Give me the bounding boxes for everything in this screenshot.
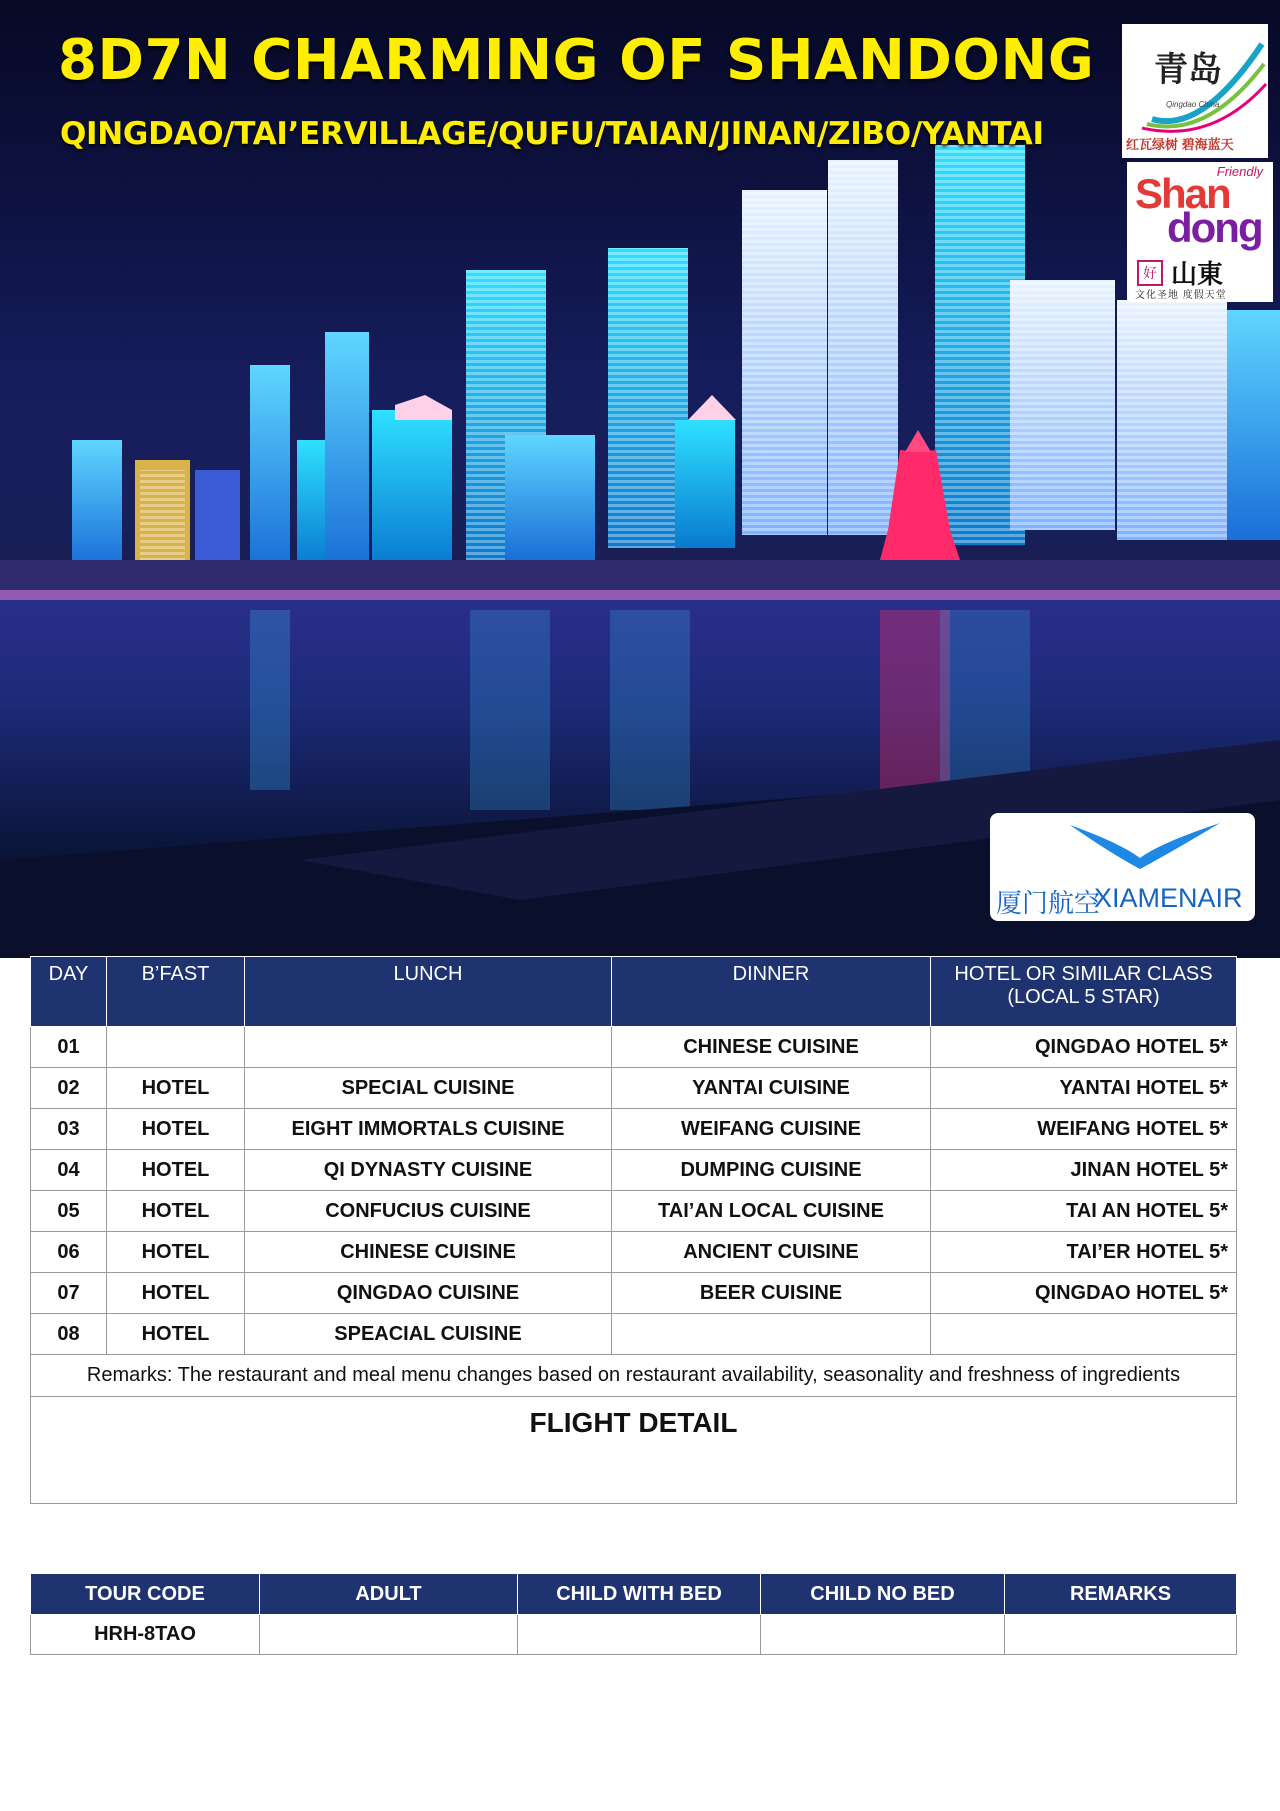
day-cell: 08 — [31, 1314, 107, 1355]
tour-route: QINGDAO/TAI’ERVILLAGE/QUFU/TAIAN/JINAN/ZIBO/YANTAI — [60, 116, 1044, 152]
dinner-cell: TAI’AN LOCAL CUISINE — [612, 1191, 931, 1232]
day-cell: 03 — [31, 1109, 107, 1150]
qingdao-logo-slogan: 红瓦绿树 碧海蓝天 — [1126, 137, 1234, 152]
header-hotel-line1: HOTEL OR SIMILAR CLASS — [954, 963, 1213, 985]
child-with-bed-cell — [518, 1615, 761, 1655]
hotel-cell: QINGDAO HOTEL 5* — [931, 1027, 1237, 1068]
day-cell: 06 — [31, 1232, 107, 1273]
lunch-cell: QINGDAO CUISINE — [245, 1273, 612, 1314]
itinerary-table — [30, 956, 1237, 1504]
xiamenair-logo-chinese: 厦门航空 — [996, 888, 1101, 918]
day-cell: 07 — [31, 1273, 107, 1314]
dinner-cell: YANTAI CUISINE — [612, 1068, 931, 1109]
remarks-text: Remarks: The restaurant and meal menu changes based on restaurant availability, seasonality and freshness of ingredients — [31, 1355, 1237, 1397]
breakfast-cell: HOTEL — [107, 1314, 245, 1355]
lunch-cell: SPEACIAL CUISINE — [245, 1314, 612, 1355]
pricing-header-row — [31, 1574, 1237, 1615]
breakfast-cell: HOTEL — [107, 1273, 245, 1314]
header-breakfast: B’FAST — [107, 957, 245, 1027]
lunch-cell: CHINESE CUISINE — [245, 1232, 612, 1273]
header-day: DAY — [31, 957, 107, 1027]
hotel-cell: TAI’ER HOTEL 5* — [931, 1232, 1237, 1273]
table-row — [31, 1027, 1237, 1068]
table-row — [31, 1109, 1237, 1150]
header-child-no-bed: CHILD NO BED — [761, 1574, 1005, 1615]
header-child-with-bed: CHILD WITH BED — [518, 1574, 761, 1615]
breakfast-cell: HOTEL — [107, 1109, 245, 1150]
itinerary-header-row — [31, 957, 1237, 1027]
hotel-cell — [931, 1314, 1237, 1355]
xiamenair-logo-english: XIAMENAIR — [1094, 883, 1243, 913]
header-dinner: DINNER — [612, 957, 931, 1027]
table-row — [31, 1232, 1237, 1273]
breakfast-cell — [107, 1027, 245, 1068]
header-adult: ADULT — [260, 1574, 518, 1615]
day-cell: 04 — [31, 1150, 107, 1191]
hotel-cell: QINGDAO HOTEL 5* — [931, 1273, 1237, 1314]
lunch-cell: QI DYNASTY CUISINE — [245, 1150, 612, 1191]
lunch-cell — [245, 1027, 612, 1068]
qingdao-logo-sub: Qingdao China — [1166, 100, 1220, 109]
table-row — [31, 1615, 1237, 1655]
tour-title: 8D7N CHARMING OF SHANDONG — [58, 28, 1095, 93]
table-row — [31, 1273, 1237, 1314]
adult-price-cell — [260, 1615, 518, 1655]
lunch-cell: SPECIAL CUISINE — [245, 1068, 612, 1109]
table-row — [31, 1314, 1237, 1355]
lunch-cell: EIGHT IMMORTALS CUISINE — [245, 1109, 612, 1150]
shandong-seal-icon: 好 — [1137, 260, 1163, 286]
breakfast-cell: HOTEL — [107, 1150, 245, 1191]
qingdao-logo-name: 青岛 — [1154, 50, 1222, 90]
child-no-bed-cell — [761, 1615, 1005, 1655]
shandong-logo — [1127, 162, 1273, 302]
shandong-logo-dong: dong — [1167, 204, 1262, 251]
shandong-logo-slogan: 文化圣地 度假天堂 — [1135, 290, 1227, 301]
day-cell: 01 — [31, 1027, 107, 1068]
remarks-cell — [1005, 1615, 1237, 1655]
remarks-row — [31, 1355, 1237, 1397]
header-lunch: LUNCH — [245, 957, 612, 1027]
table-row — [31, 1191, 1237, 1232]
dinner-cell: BEER CUISINE — [612, 1273, 931, 1314]
hotel-cell: JINAN HOTEL 5* — [931, 1150, 1237, 1191]
dinner-cell: WEIFANG CUISINE — [612, 1109, 931, 1150]
xiamenair-logo — [990, 813, 1255, 921]
day-cell: 05 — [31, 1191, 107, 1232]
breakfast-cell: HOTEL — [107, 1068, 245, 1109]
shandong-logo-friendly: Friendly — [1216, 164, 1263, 179]
header-hotel-line2: (LOCAL 5 STAR) — [1007, 986, 1160, 1008]
hotel-cell: YANTAI HOTEL 5* — [931, 1068, 1237, 1109]
pricing-table — [30, 1573, 1237, 1655]
breakfast-cell: HOTEL — [107, 1232, 245, 1273]
header-hotel — [931, 957, 1237, 1027]
dinner-cell: ANCIENT CUISINE — [612, 1232, 931, 1273]
tour-code-cell: HRH-8TAO — [31, 1615, 260, 1655]
header-remarks: REMARKS — [1005, 1574, 1237, 1615]
table-row — [31, 1068, 1237, 1109]
header-tour-code: TOUR CODE — [31, 1574, 260, 1615]
hotel-cell: WEIFANG HOTEL 5* — [931, 1109, 1237, 1150]
flight-detail-heading: FLIGHT DETAIL — [31, 1397, 1237, 1504]
dinner-cell: DUMPING CUISINE — [612, 1150, 931, 1191]
dinner-cell: CHINESE CUISINE — [612, 1027, 931, 1068]
egret-wing-icon — [990, 813, 1255, 883]
dinner-cell — [612, 1314, 931, 1355]
day-cell: 02 — [31, 1068, 107, 1109]
flight-detail-row — [31, 1397, 1237, 1504]
table-row — [31, 1150, 1237, 1191]
breakfast-cell: HOTEL — [107, 1191, 245, 1232]
hotel-cell: TAI AN HOTEL 5* — [931, 1191, 1237, 1232]
qingdao-logo — [1122, 24, 1268, 158]
shandong-logo-shan: Shan — [1135, 170, 1230, 217]
shandong-logo-chinese: 山東 — [1171, 259, 1224, 289]
lunch-cell: CONFUCIUS CUISINE — [245, 1191, 612, 1232]
